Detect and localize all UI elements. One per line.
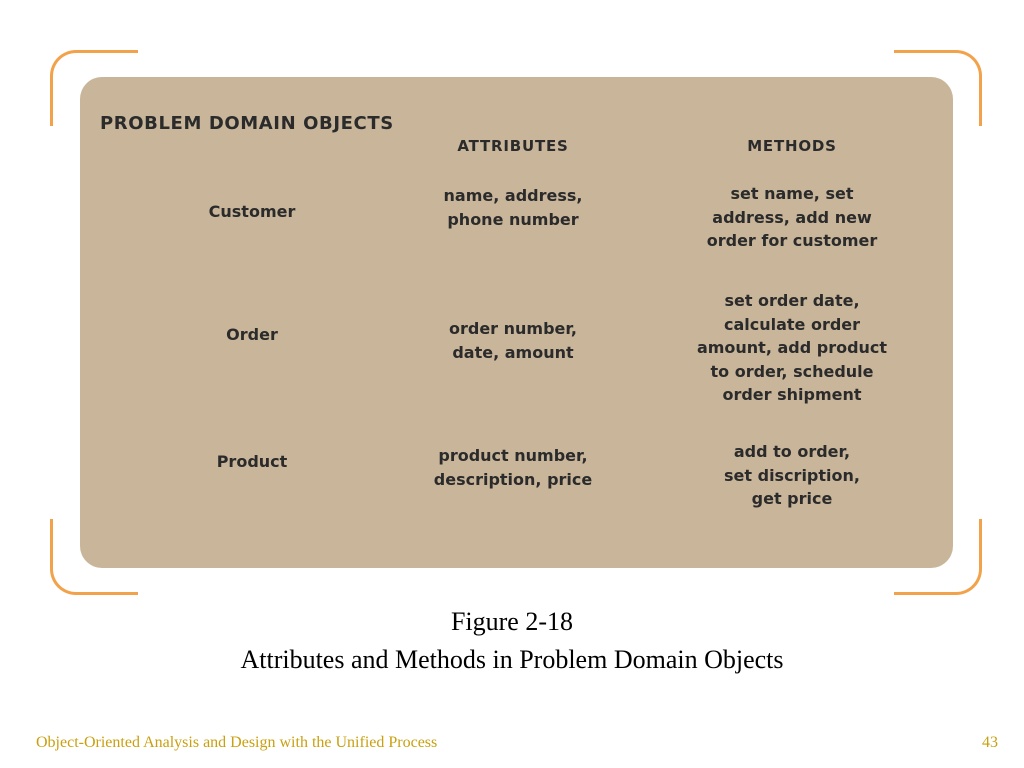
row-methods-customer: set name, set address, add new order for customer [706,184,878,250]
row-methods-product: add to order, set discription, get price [724,442,860,508]
column-header-methods: METHODS [747,137,837,155]
row-name-customer: Customer [208,202,296,221]
figure-number: Figure 2-18 [450,607,574,636]
page-number: 43 [982,734,998,751]
row-attributes-product: product number, description, price [433,446,593,489]
row-name-order: Order [226,325,278,344]
footer-book-title: Object-Oriented Analysis and Design with the Unified Process [36,734,438,751]
row-attributes-order: order number, date, amount [448,319,578,362]
row-attributes-customer: name, address, phone number [443,186,583,229]
figure-heading: PROBLEM DOMAIN OBJECTS [100,113,394,134]
row-methods-order: set order date, calculate order amount, add product to order, schedule order shipment [696,291,888,404]
column-header-attributes: ATTRIBUTES [457,137,569,155]
figure-caption: Attributes and Methods in Problem Domain Objects [240,645,784,674]
row-name-product: Product [216,452,288,471]
